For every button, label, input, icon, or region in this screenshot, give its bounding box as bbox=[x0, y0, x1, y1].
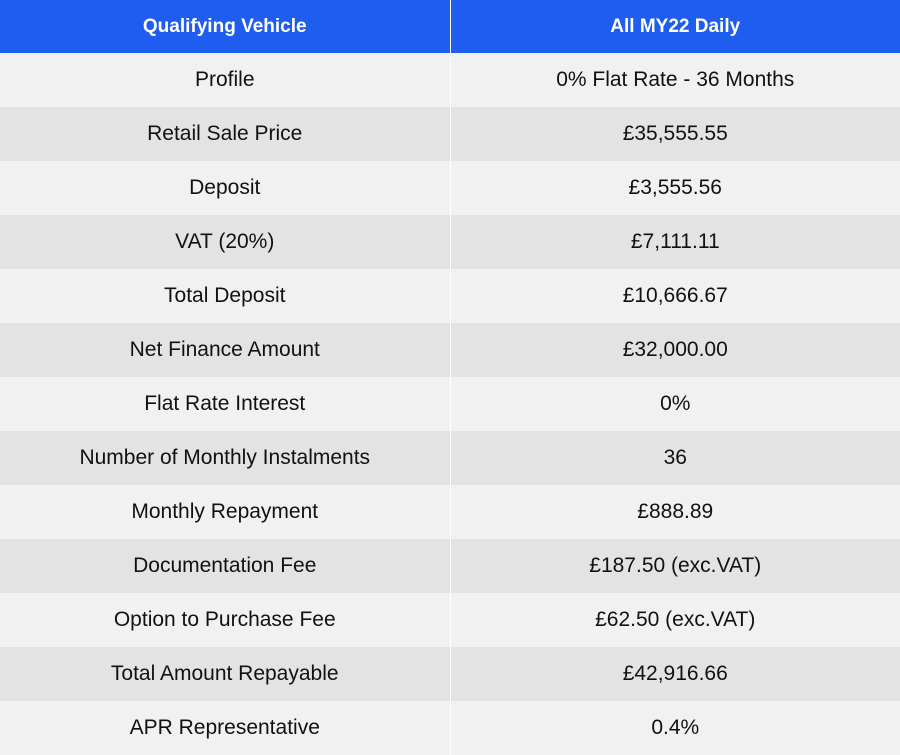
row-value: £7,111.11 bbox=[450, 215, 900, 269]
row-value: £32,000.00 bbox=[450, 323, 900, 377]
row-label: Monthly Repayment bbox=[0, 485, 450, 539]
table-row bbox=[0, 107, 900, 161]
row-label: VAT (20%) bbox=[0, 215, 450, 269]
row-value: 0% Flat Rate - 36 Months bbox=[450, 53, 900, 107]
row-label: Total Amount Repayable bbox=[0, 647, 450, 701]
row-label: Profile bbox=[0, 53, 450, 107]
table-row bbox=[0, 215, 900, 269]
table-body bbox=[0, 53, 900, 755]
table-row bbox=[0, 161, 900, 215]
row-label: Retail Sale Price bbox=[0, 107, 450, 161]
header-qualifying-vehicle: Qualifying Vehicle bbox=[0, 0, 450, 53]
row-label: Net Finance Amount bbox=[0, 323, 450, 377]
header-model: All MY22 Daily bbox=[450, 0, 900, 53]
row-label: Number of Monthly Instalments bbox=[0, 431, 450, 485]
table-row bbox=[0, 647, 900, 701]
table-row bbox=[0, 431, 900, 485]
table-header bbox=[0, 0, 900, 53]
table-row bbox=[0, 701, 900, 755]
row-value: £35,555.55 bbox=[450, 107, 900, 161]
row-value: 0% bbox=[450, 377, 900, 431]
table-row bbox=[0, 539, 900, 593]
row-value: £42,916.66 bbox=[450, 647, 900, 701]
table-row bbox=[0, 377, 900, 431]
table-row bbox=[0, 53, 900, 107]
row-label: Deposit bbox=[0, 161, 450, 215]
row-label: Total Deposit bbox=[0, 269, 450, 323]
table-row bbox=[0, 323, 900, 377]
header-row bbox=[0, 0, 900, 53]
row-value: £62.50 (exc.VAT) bbox=[450, 593, 900, 647]
row-value: £888.89 bbox=[450, 485, 900, 539]
row-value: £10,666.67 bbox=[450, 269, 900, 323]
row-label: Documentation Fee bbox=[0, 539, 450, 593]
row-value: 36 bbox=[450, 431, 900, 485]
row-value: 0.4% bbox=[450, 701, 900, 755]
row-value: £3,555.56 bbox=[450, 161, 900, 215]
table-row bbox=[0, 269, 900, 323]
row-value: £187.50 (exc.VAT) bbox=[450, 539, 900, 593]
row-label: APR Representative bbox=[0, 701, 450, 755]
table-row bbox=[0, 485, 900, 539]
table-row bbox=[0, 593, 900, 647]
row-label: Option to Purchase Fee bbox=[0, 593, 450, 647]
row-label: Flat Rate Interest bbox=[0, 377, 450, 431]
